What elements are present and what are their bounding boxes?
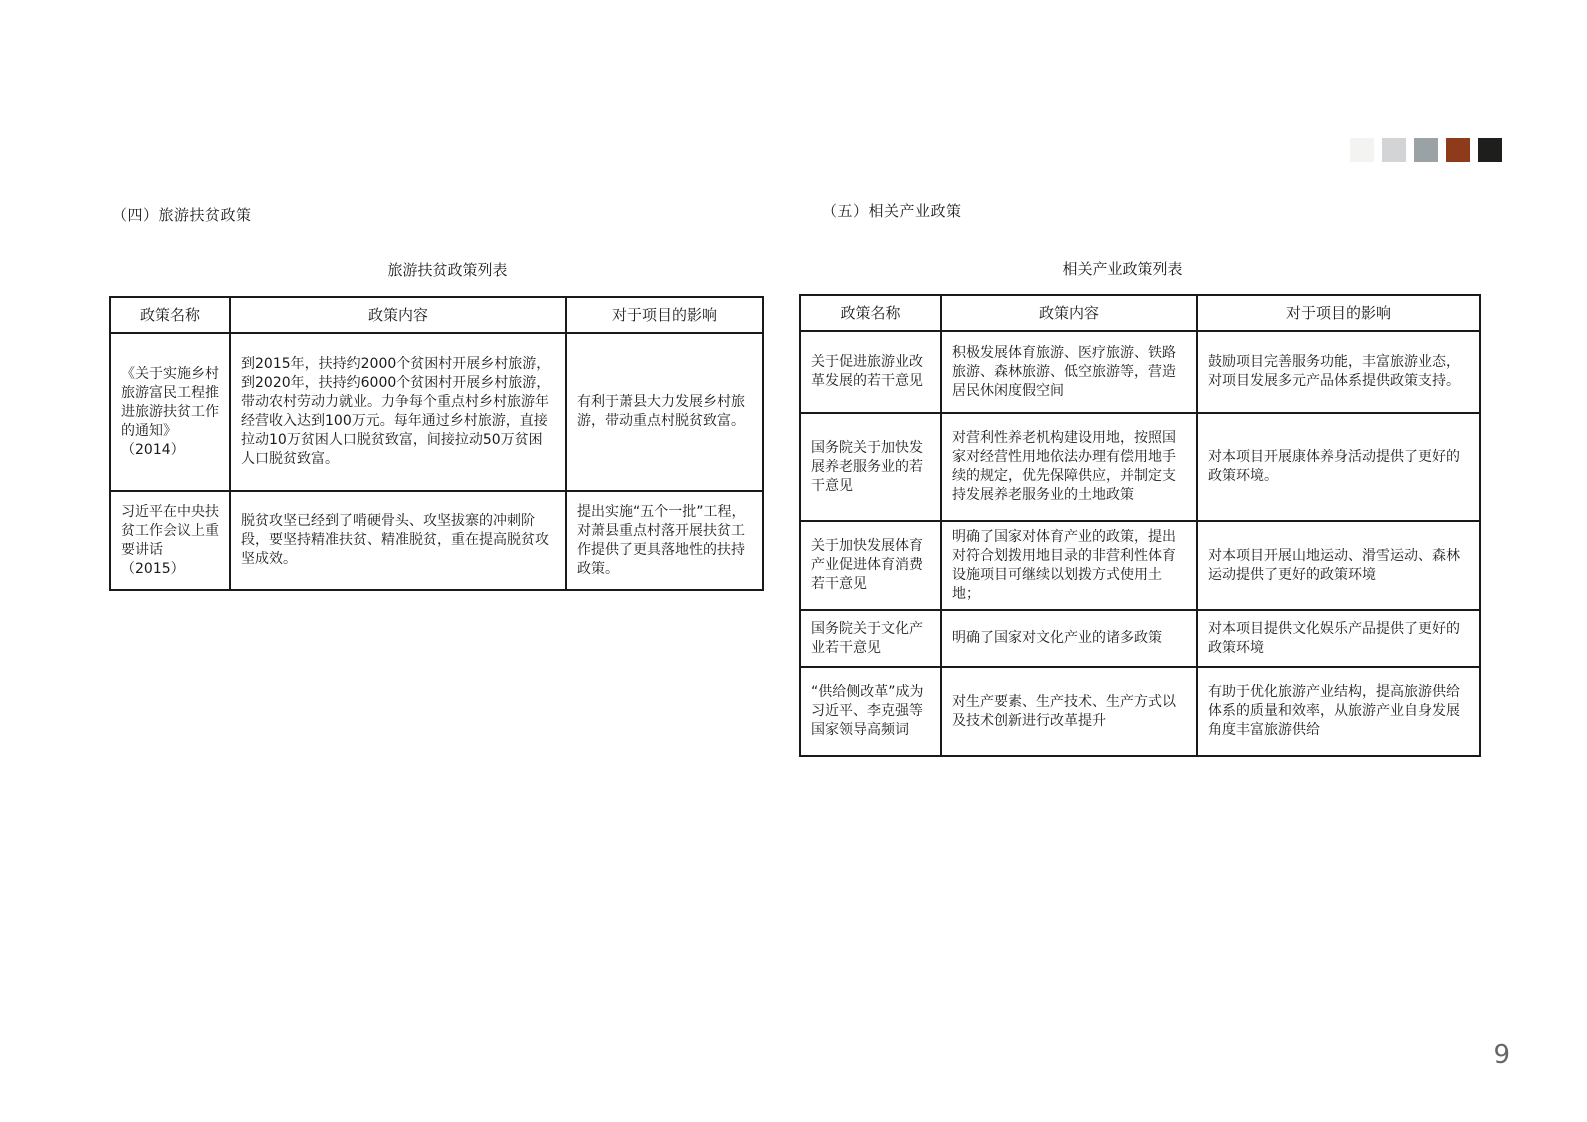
project-impact-cell: 对本项目开展山地运动、滑雪运动、森林运动提供了更好的政策环境 (1197, 521, 1480, 610)
policy-name-cell: 关于加快发展体育产业促进体育消费若干意见 (800, 521, 941, 610)
table-header-row (110, 297, 763, 333)
policy-name-cell: 国务院关于文化产业若干意见 (800, 610, 941, 667)
related-industry-policy-table (799, 294, 1481, 757)
policy-name-cell: 习近平在中央扶贫工作会议上重要讲话（2015） (110, 491, 230, 590)
policy-content-cell: 明确了国家对文化产业的诸多政策 (941, 610, 1197, 667)
policy-content-cell: 对营利性养老机构建设用地，按照国家对经营性用地依法办理有偿用地手续的规定，优先保障供应，并制定支持发展养老服务业的土地政策 (941, 413, 1197, 521)
policy-name-cell: “供给侧改革”成为习近平、李克强等国家领导高频词 (800, 667, 941, 756)
policy-content-cell: 对生产要素、生产技术、生产方式以及技术创新进行改革提升 (941, 667, 1197, 756)
policy-content-cell: 积极发展体育旅游、医疗旅游、铁路旅游、森林旅游、低空旅游等，营造居民休闲度假空间 (941, 331, 1197, 413)
column-header-policy-name: 政策名称 (800, 295, 941, 331)
table-row (800, 521, 1480, 610)
project-impact-cell: 对本项目开展康体养身活动提供了更好的政策环境。 (1197, 413, 1480, 521)
policy-content-cell: 到2015年，扶持约2000个贫困村开展乡村旅游，到2020年，扶持约6000个贫困村开展乡村旅游，带动农村劳动力就业。力争每个重点村乡村旅游年经营收入达到100万元。每年通过乡村旅游，直接拉动10万贫困人口脱贫致富，间接拉动50万贫困人口脱贫致富。 (230, 333, 566, 491)
column-header-policy-content: 政策内容 (941, 295, 1197, 331)
policy-name-cell: 关于促进旅游业改革发展的若干意见 (800, 331, 941, 413)
policy-name-cell: 《关于实施乡村旅游富民工程推进旅游扶贫工作的通知》（2014） (110, 333, 230, 491)
table-row (800, 667, 1480, 756)
policy-content-cell: 脱贫攻坚已经到了啃硬骨头、攻坚拔寨的冲刺阶段，要坚持精准扶贫、精准脱贫，重在提高脱贫攻坚成效。 (230, 491, 566, 590)
table-row (800, 331, 1480, 413)
swatch-rust (1446, 138, 1470, 162)
section-title-tourism-poverty: （四）旅游扶贫政策 (112, 206, 252, 224)
table-row (800, 413, 1480, 521)
policy-name-cell: 国务院关于加快发展养老服务业的若干意见 (800, 413, 941, 521)
swatch-light-gray (1382, 138, 1406, 162)
table-row (800, 610, 1480, 667)
project-impact-cell: 有助于优化旅游产业结构，提高旅游供给体系的质量和效率，从旅游产业自身发展角度丰富旅游供给 (1197, 667, 1480, 756)
table-caption-related-industry: 相关产业政策列表 (1062, 260, 1183, 278)
column-header-project-impact: 对于项目的影响 (1197, 295, 1480, 331)
column-header-project-impact: 对于项目的影响 (566, 297, 763, 333)
table-caption-tourism-poverty: 旅游扶贫政策列表 (387, 261, 508, 279)
section-title-related-industry: （五）相关产业政策 (822, 202, 962, 220)
swatch-charcoal (1478, 138, 1502, 162)
project-impact-cell: 对本项目提供文化娱乐产品提供了更好的政策环境 (1197, 610, 1480, 667)
project-impact-cell: 鼓励项目完善服务功能，丰富旅游业态，对项目发展多元产品体系提供政策支持。 (1197, 331, 1480, 413)
table-row (110, 491, 763, 590)
table-row (110, 333, 763, 491)
page-number: 9 (1493, 1040, 1510, 1070)
column-header-policy-content: 政策内容 (230, 297, 566, 333)
tourism-poverty-policy-table (109, 296, 764, 591)
column-header-policy-name: 政策名称 (110, 297, 230, 333)
project-impact-cell: 有利于萧县大力发展乡村旅游，带动重点村脱贫致富。 (566, 333, 763, 491)
table-header-row (800, 295, 1480, 331)
policy-content-cell: 明确了国家对体育产业的政策，提出对符合划拨用地目录的非营利性体育设施项目可继续以划拨方式使用土地； (941, 521, 1197, 610)
color-palette (1350, 138, 1502, 162)
swatch-offwhite (1350, 138, 1374, 162)
project-impact-cell: 提出实施“五个一批”工程，对萧县重点村落开展扶贫工作提供了更具落地性的扶持政策。 (566, 491, 763, 590)
swatch-slate-gray (1414, 138, 1438, 162)
